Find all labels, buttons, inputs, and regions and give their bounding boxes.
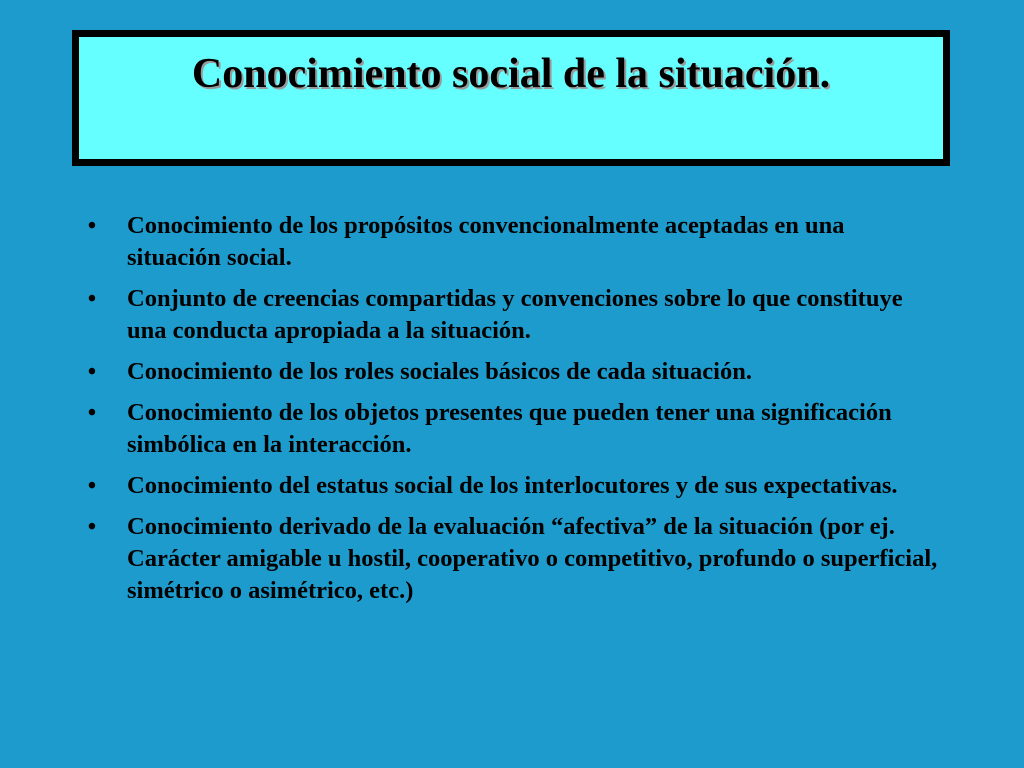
bullet-text: Conocimiento de los propósitos convencionalmente aceptadas en una situación social. xyxy=(127,212,845,271)
bullet-text: Conocimiento de los objetos presentes que pueden tener una significación simbólica en la interacción. xyxy=(127,399,892,458)
title-box xyxy=(72,30,950,166)
bullet-text: Conocimiento del estatus social de los interlocutores y de sus expectativas. xyxy=(127,472,898,499)
bullet-text: Conocimiento derivado de la evaluación “afectiva” de la situación (por ej. Carácter amigable u hostil, cooperativo o competitivo, profundo o superficial, simétrico o asimétrico, etc.) xyxy=(127,513,938,604)
bullet-icon: • xyxy=(87,473,97,499)
slide-title: Conocimiento social de la situación. xyxy=(191,51,831,97)
bullet-icon: • xyxy=(87,286,97,312)
bullet-text: Conjunto de creencias compartidas y convenciones sobre lo que constituye una conducta apropiada a la situación. xyxy=(127,285,903,344)
bullet-item xyxy=(82,470,942,502)
bullet-item xyxy=(82,356,942,388)
bullet-list xyxy=(82,210,942,616)
bullet-item xyxy=(82,511,942,607)
bullet-item xyxy=(82,210,942,274)
bullet-icon: • xyxy=(87,359,97,385)
bullet-text: Conocimiento de los roles sociales básicos de cada situación. xyxy=(127,358,752,385)
bullet-icon: • xyxy=(87,514,97,540)
bullet-icon: • xyxy=(87,400,97,426)
bullet-icon: • xyxy=(87,213,97,239)
bullet-item xyxy=(82,397,942,461)
bullet-item xyxy=(82,283,942,347)
